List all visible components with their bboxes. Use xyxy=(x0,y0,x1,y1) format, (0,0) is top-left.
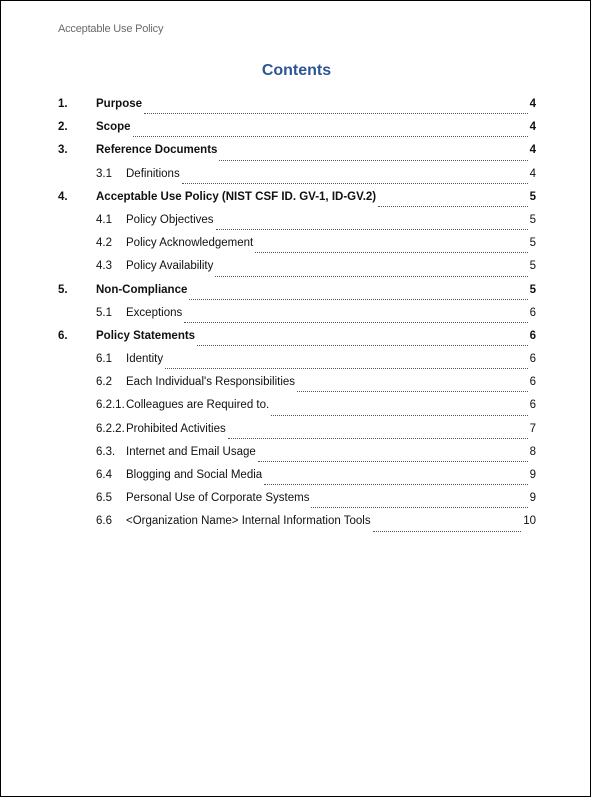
toc-entry-title: Personal Use of Corporate Systems xyxy=(126,492,310,505)
toc-entry-title: Policy Statements xyxy=(96,329,196,342)
toc-entry-number: 4.1 xyxy=(96,213,112,226)
toc-dot-leader xyxy=(311,506,527,508)
toc-page-number: 5 xyxy=(529,190,536,203)
toc-page-number: 4 xyxy=(529,98,536,110)
toc-page-number: 5 xyxy=(529,283,536,296)
toc-entry-title: Policy Objectives xyxy=(126,213,214,226)
toc-page-number: 9 xyxy=(529,492,536,505)
toc-dot-leader xyxy=(255,251,527,253)
toc-page-number: 4 xyxy=(529,144,536,157)
toc-entry-title: Identity xyxy=(126,353,164,366)
toc-entry[interactable] xyxy=(58,326,536,349)
toc-entry-number: 3.1 xyxy=(96,167,112,180)
toc-entry-title: Non-Compliance xyxy=(96,283,188,296)
toc-entry-title: Each Individual's Responsibilities xyxy=(126,376,296,389)
toc-entry-title: Policy Availability xyxy=(126,260,214,273)
toc-entry[interactable] xyxy=(58,164,536,187)
toc-entry-title: Policy Acknowledgement xyxy=(126,237,254,250)
toc-entry[interactable] xyxy=(58,210,536,233)
toc-entry-title: Definitions xyxy=(126,167,180,180)
toc-entry-number: 6. xyxy=(58,329,68,342)
toc-page-number: 6 xyxy=(529,399,536,412)
toc-entry-title: Purpose xyxy=(96,98,143,110)
toc-entry-number: 6.1 xyxy=(96,353,112,366)
toc-dot-leader xyxy=(144,112,528,114)
toc-entry-number: 2. xyxy=(58,121,68,134)
toc-entry-number: 1. xyxy=(58,98,68,110)
toc-dot-leader xyxy=(215,275,527,277)
toc-dot-leader xyxy=(182,182,528,184)
toc-entry[interactable] xyxy=(58,465,536,488)
toc-dot-leader xyxy=(258,460,528,462)
toc-entry[interactable] xyxy=(58,280,536,303)
toc-entry-number: 6.2.1. xyxy=(96,399,125,412)
toc-entry[interactable] xyxy=(58,94,536,117)
toc-page-number: 8 xyxy=(529,445,536,458)
toc-entry-title: Exceptions xyxy=(126,306,183,319)
toc-dot-leader xyxy=(165,367,528,369)
toc-entry-number: 6.2 xyxy=(96,376,112,389)
toc-page-number: 4 xyxy=(529,121,536,134)
contents-title: Contents xyxy=(261,62,332,79)
toc-entry-number: 6.2.2. xyxy=(96,422,125,435)
toc-page-number: 6 xyxy=(529,329,536,342)
toc-dot-leader xyxy=(264,483,527,485)
toc-dot-leader xyxy=(219,159,527,161)
toc-page-number: 5 xyxy=(529,237,536,250)
toc-dot-leader xyxy=(297,390,528,392)
toc-entry-title: Colleagues are Required to. xyxy=(126,399,270,412)
toc-entry-number: 6.3. xyxy=(96,445,116,458)
toc-page-number: 7 xyxy=(529,422,536,435)
toc-entry[interactable] xyxy=(58,256,536,279)
toc-page-number: 9 xyxy=(529,469,536,481)
toc-entry-number: 6.4 xyxy=(96,469,112,481)
toc-dot-leader xyxy=(271,414,527,416)
toc-dot-leader xyxy=(197,344,528,346)
toc-entry-number: 6.6 xyxy=(96,515,112,528)
toc-entry[interactable] xyxy=(58,442,536,465)
toc-entry-number: 5.1 xyxy=(96,306,112,319)
running-header: Acceptable Use Policy xyxy=(58,23,164,35)
toc-dot-leader xyxy=(216,228,528,230)
toc-entry-title: Blogging and Social Media xyxy=(126,469,263,481)
toc-entry[interactable] xyxy=(58,233,536,256)
toc-entry-number: 4.2 xyxy=(96,237,112,250)
toc-entry-title: Acceptable Use Policy (NIST CSF ID. GV-1, ID-GV.2) xyxy=(96,190,377,203)
toc-entry[interactable] xyxy=(58,511,536,534)
toc-dot-leader xyxy=(189,298,527,300)
toc-page-number: 4 xyxy=(529,167,536,180)
toc-entry[interactable] xyxy=(58,303,536,326)
toc-entry[interactable] xyxy=(58,395,536,418)
toc-page-number: 5 xyxy=(529,213,536,226)
table-of-contents xyxy=(58,94,536,535)
toc-page-number: 6 xyxy=(529,306,536,319)
toc-entry[interactable] xyxy=(58,117,536,140)
toc-entry-number: 4. xyxy=(58,190,68,203)
toc-entry-title: Reference Documents xyxy=(96,144,218,157)
toc-entry-title: <Organization Name> Internal Information Tools xyxy=(126,515,371,528)
toc-entry[interactable] xyxy=(58,488,536,511)
toc-dot-leader xyxy=(133,135,528,137)
toc-page-number: 5 xyxy=(529,260,536,273)
toc-entry-number: 5. xyxy=(58,283,68,296)
toc-entry-number: 3. xyxy=(58,144,68,157)
toc-entry[interactable] xyxy=(58,372,536,395)
toc-entry-title: Prohibited Activities xyxy=(126,422,226,435)
toc-dot-leader xyxy=(373,530,522,532)
toc-page-number: 6 xyxy=(529,376,536,389)
toc-entry[interactable] xyxy=(58,140,536,163)
toc-dot-leader xyxy=(228,437,528,439)
toc-page-number: 6 xyxy=(529,353,536,366)
toc-entry-number: 6.5 xyxy=(96,492,112,505)
toc-dot-leader xyxy=(184,321,527,323)
toc-entry[interactable] xyxy=(58,349,536,372)
toc-dot-leader xyxy=(378,205,527,207)
toc-entry-number: 4.3 xyxy=(96,260,112,273)
toc-entry[interactable] xyxy=(58,187,536,210)
toc-entry-title: Internet and Email Usage xyxy=(126,445,256,458)
toc-page-number: 10 xyxy=(523,515,536,528)
toc-entry[interactable] xyxy=(58,419,536,442)
toc-entry-title: Scope xyxy=(96,121,131,134)
